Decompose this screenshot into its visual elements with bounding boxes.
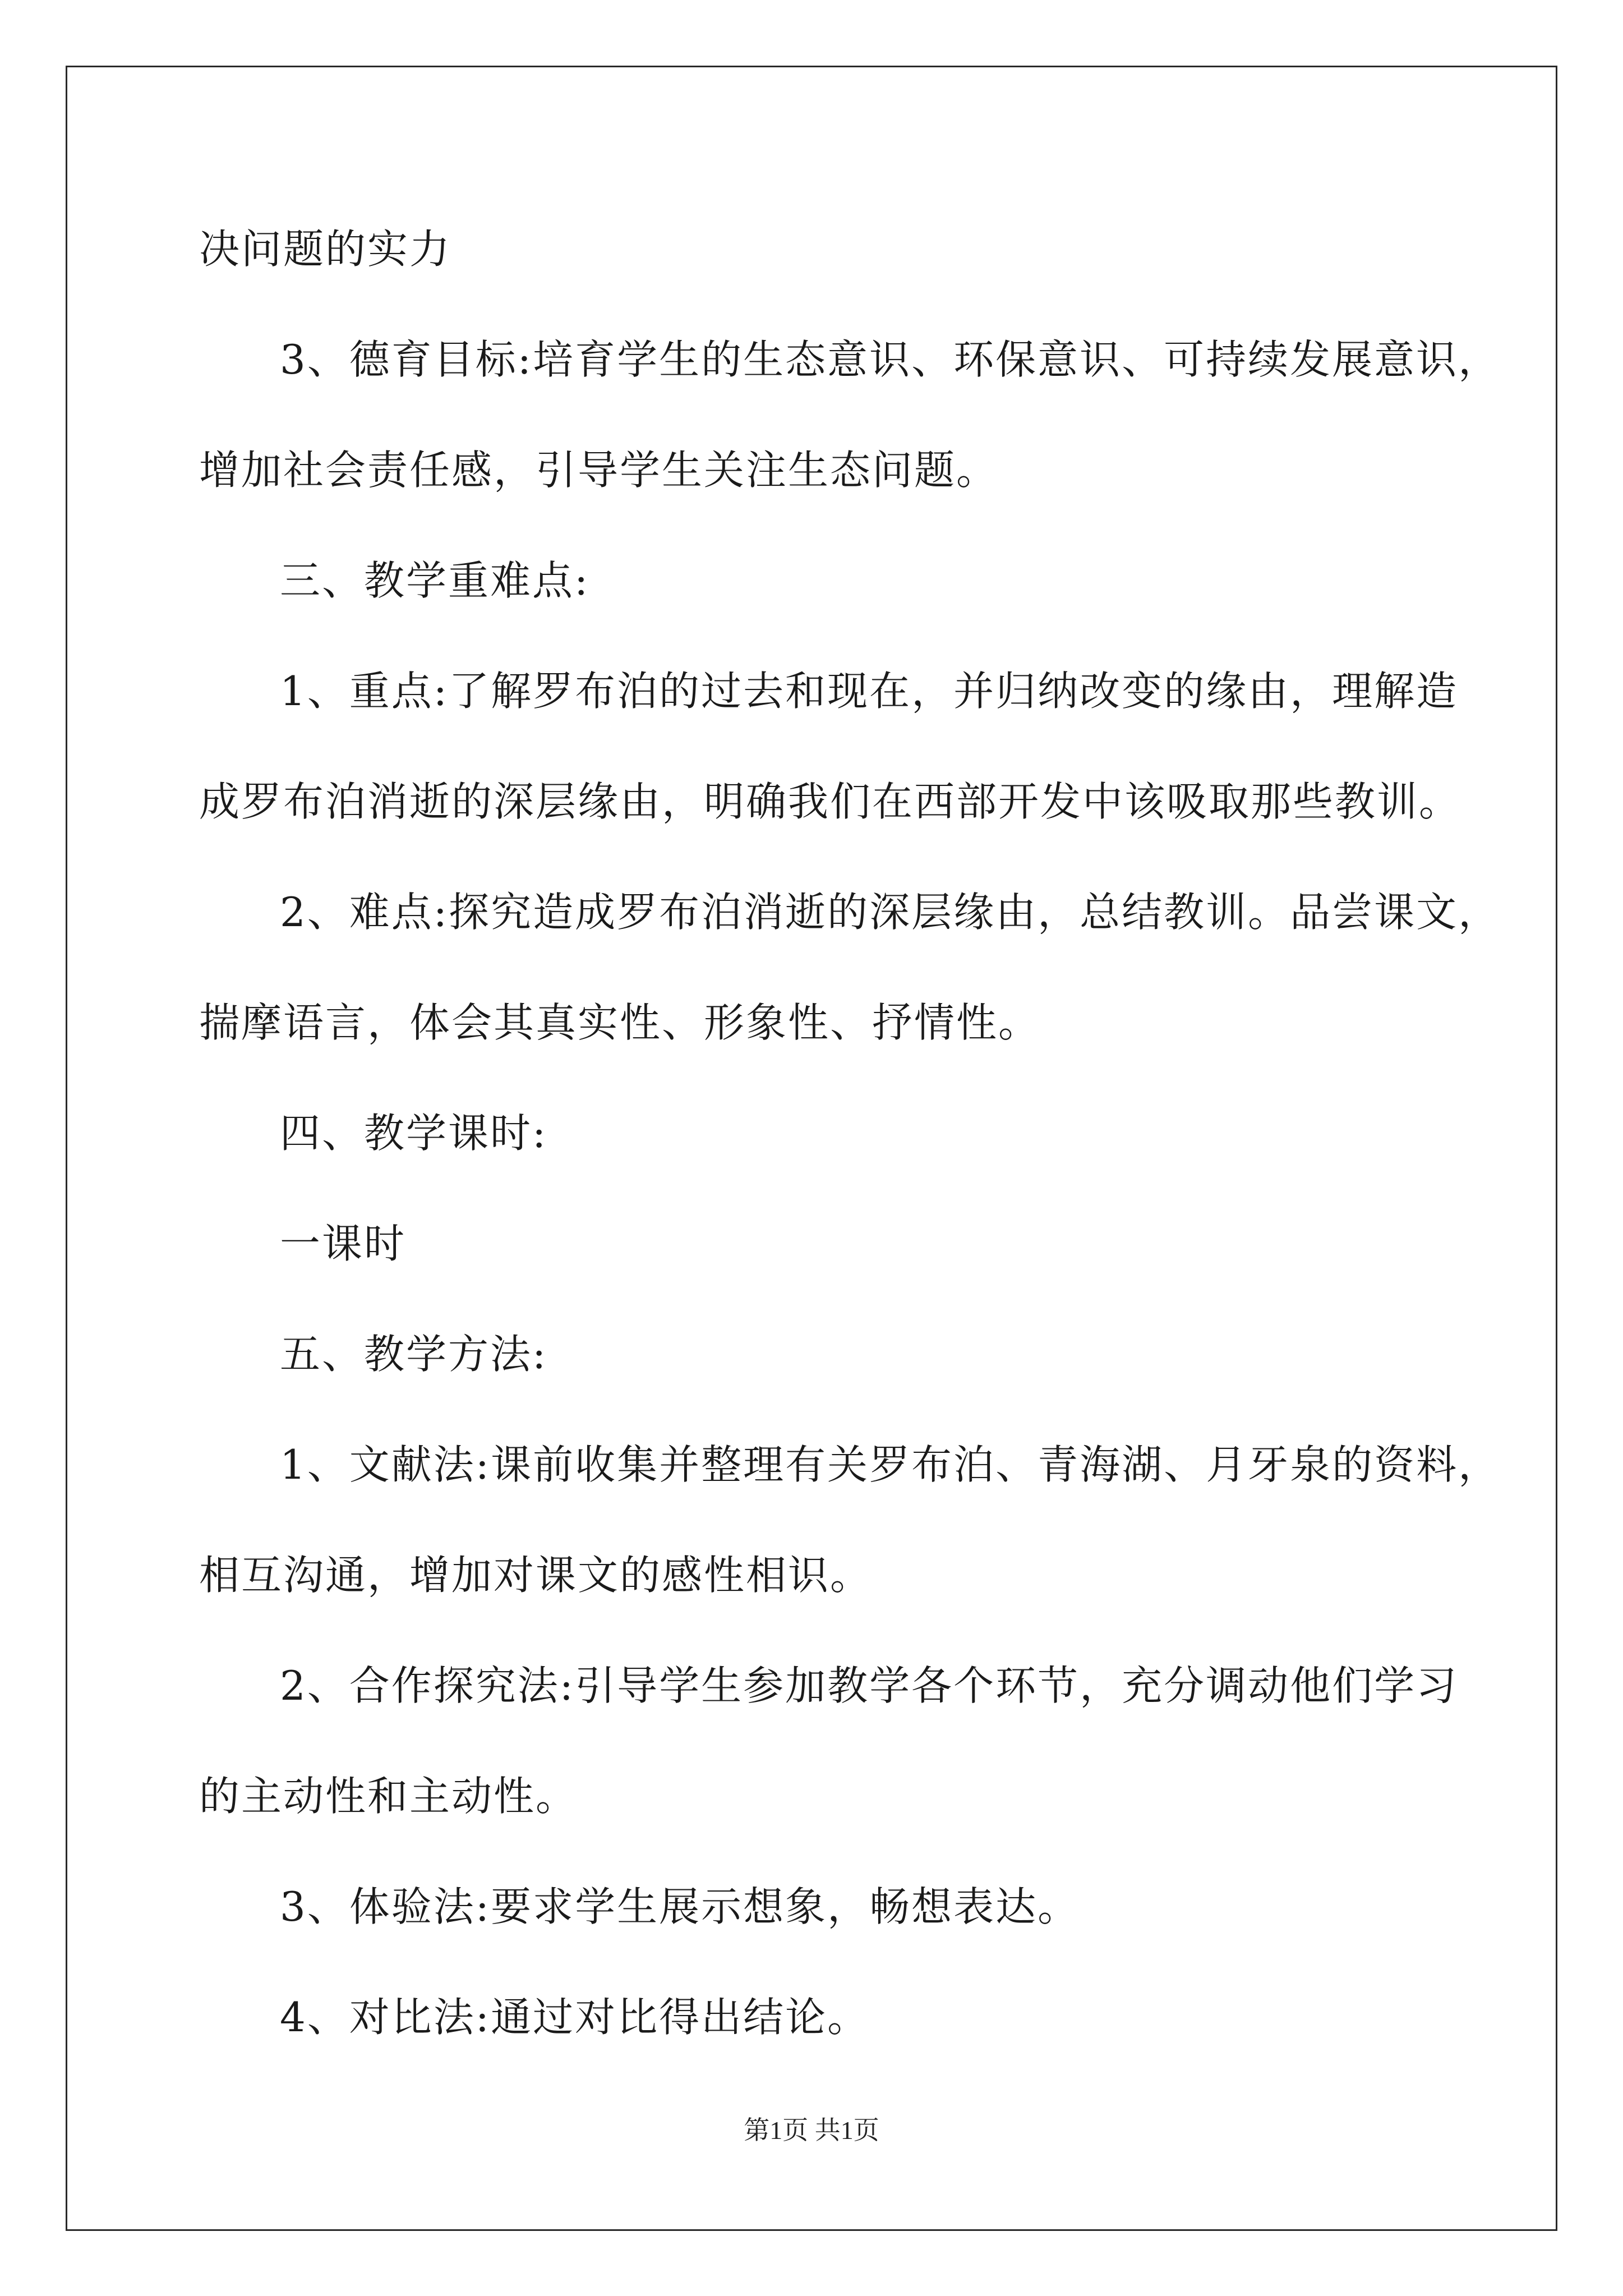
page-footer: 第1页 共1页 [744,2116,879,2145]
text-line: 决问题的实力 [199,226,452,273]
text-line: 揣摩语言，体会其真实性、形象性、抒情性。 [199,999,1041,1046]
section-heading: 四、教学课时: [280,1110,548,1157]
text-line: 成罗布泊消逝的深层缘由，明确我们在西部开发中该吸取那些教训。 [199,778,1461,825]
section-heading: 三、教学重难点: [280,557,590,604]
text-line: 1、重点:了解罗布泊的过去和现在，并归纳改变的缘由，理解造 [280,668,1459,715]
text-line: 2、难点:探究造成罗布泊消逝的深层缘由，总结教训。品尝课文， [280,889,1501,936]
text-line: 3、体验法:要求学生展示想象，畅想表达。 [280,1883,1080,1930]
text-line: 相互沟通，增加对课文的感性相识。 [199,1552,873,1599]
text-line: 3、德育目标:培育学生的生态意识、环保意识、可持续发展意识， [280,336,1501,383]
text-line: 的主动性和主动性。 [199,1773,578,1820]
text-line: 一课时 [280,1220,407,1267]
section-heading: 五、教学方法: [280,1331,548,1378]
text-line: 2、合作探究法:引导学生参加教学各个环节，充分调动他们学习 [280,1662,1459,1709]
text-line: 4、对比法:通过对比得出结论。 [280,1994,870,2041]
text-line: 1、文献法:课前收集并整理有关罗布泊、青海湖、月牙泉的资料， [280,1441,1501,1488]
text-line: 增加社会责任感，引导学生关注生态问题。 [199,447,999,494]
